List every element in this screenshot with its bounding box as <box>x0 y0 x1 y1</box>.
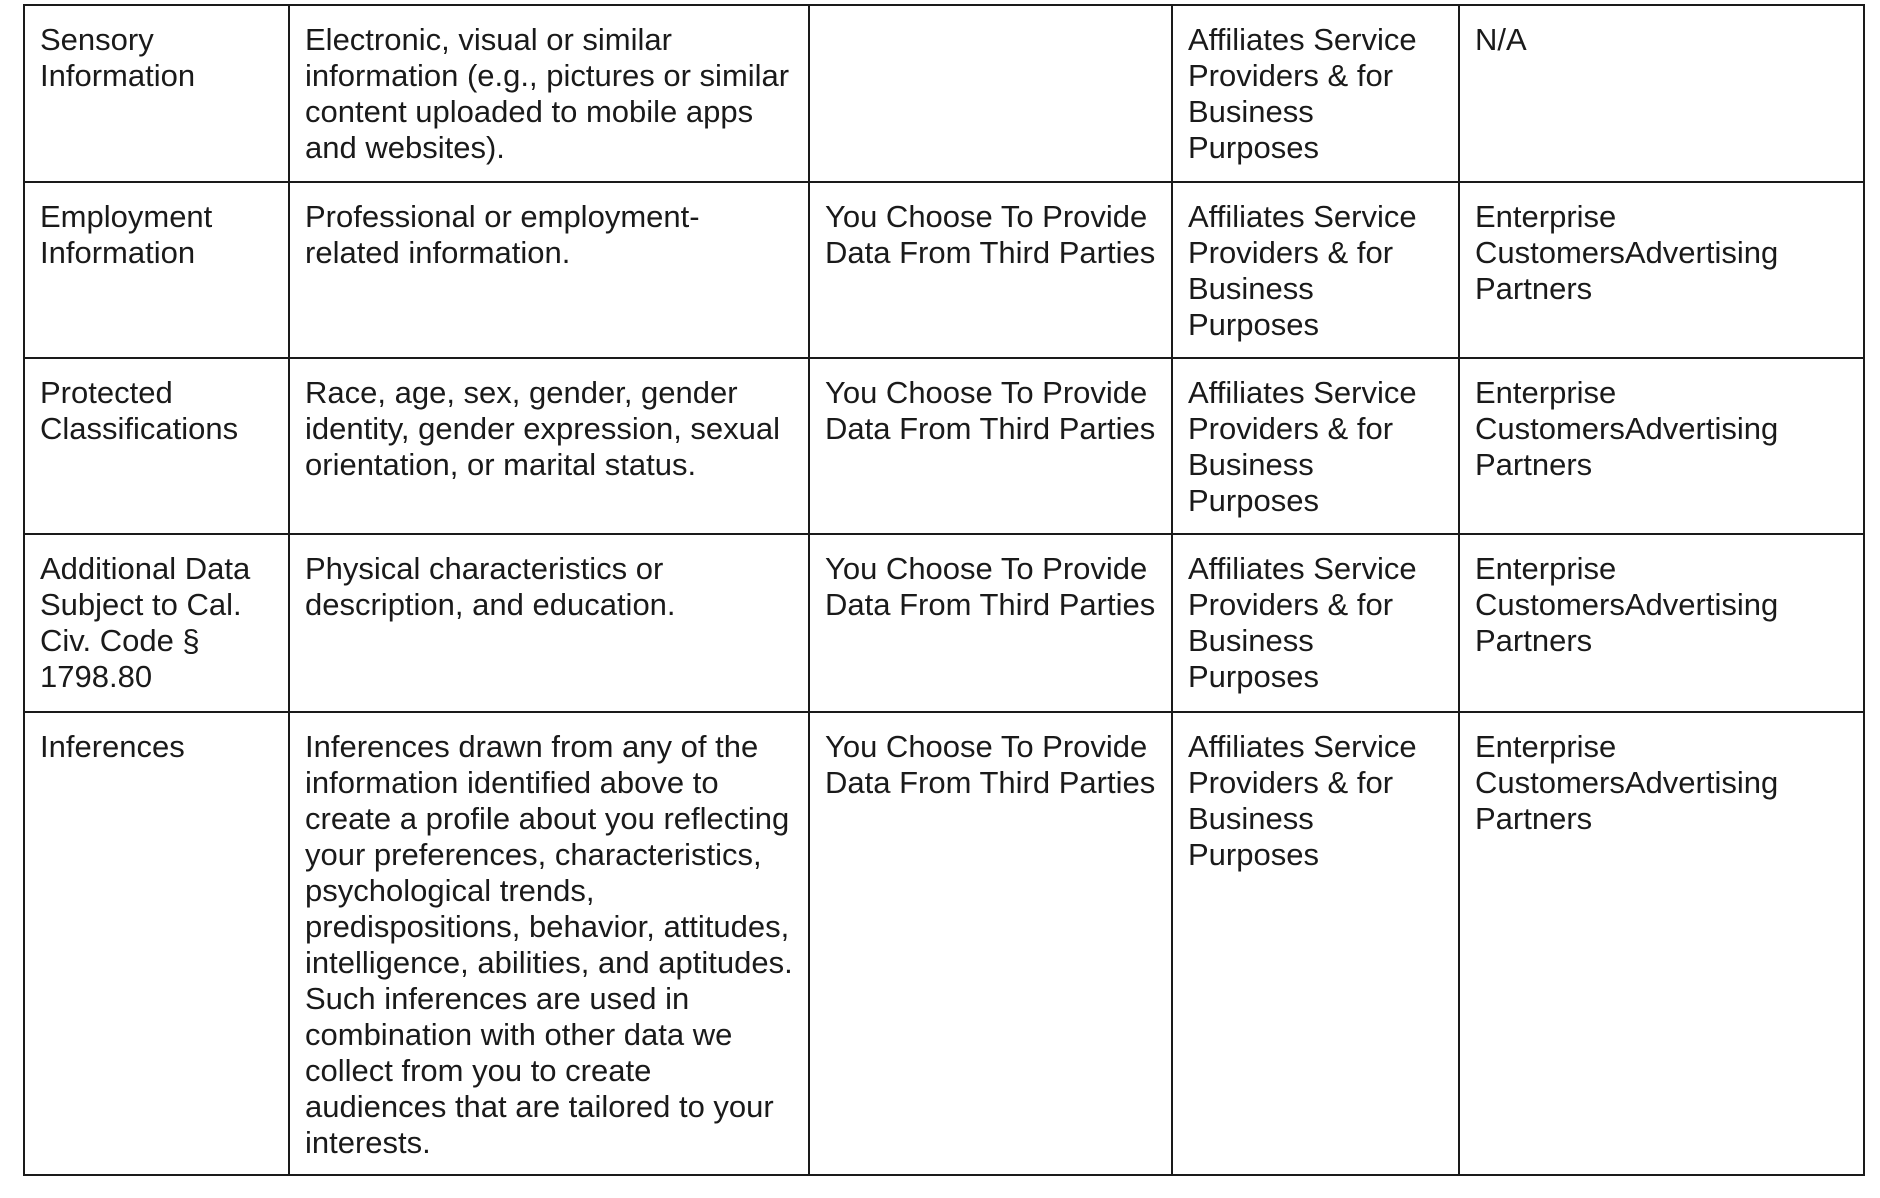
table-row <box>24 712 1864 1175</box>
table-row <box>24 5 1864 182</box>
sources-text: You Choose To Provide Data From Third Parties <box>825 199 1156 270</box>
examples-text: Professional or employment-related information. <box>305 199 700 270</box>
category-text: Protected Classifications <box>40 375 239 446</box>
examples-text: Physical characteristics or description, and education. <box>305 551 676 622</box>
category-text: Additional Data Subject to Cal. Civ. Code § 1798.80 <box>40 551 251 694</box>
table-row <box>24 182 1864 358</box>
category-cell <box>24 534 289 712</box>
sources-cell <box>809 358 1172 534</box>
category-cell <box>24 358 289 534</box>
sold-shared-cell <box>1459 534 1864 712</box>
sold-shared-text: Enterprise CustomersAdvertising Partners <box>1475 199 1779 306</box>
sold-shared-cell <box>1459 358 1864 534</box>
disclosed-text: Affiliates Service Providers & for Business Purposes <box>1188 729 1417 872</box>
examples-cell <box>289 712 809 1175</box>
disclosed-text: Affiliates Service Providers & for Business Purposes <box>1188 199 1417 342</box>
sold-shared-cell <box>1459 182 1864 358</box>
sources-text: You Choose To Provide Data From Third Parties <box>825 729 1156 800</box>
disclosed-cell <box>1172 712 1459 1175</box>
disclosed-text: Affiliates Service Providers & for Business Purposes <box>1188 551 1417 694</box>
sources-cell <box>809 712 1172 1175</box>
sold-shared-text: Enterprise CustomersAdvertising Partners <box>1475 375 1779 482</box>
disclosed-cell <box>1172 358 1459 534</box>
examples-text: Race, age, sex, gender, gender identity, gender expression, sexual orientation, or marital status. <box>305 375 781 482</box>
category-cell <box>24 182 289 358</box>
sources-cell <box>809 534 1172 712</box>
examples-text: Inferences drawn from any of the information identified above to create a profile about you reflecting your preferences, characteristics, psychological trends, predispositions, behavior, attitudes, intelligence, abilities, and aptitudes. Such inferences are used in combination with other data we collect from you to create audiences that are tailored to your interests. <box>305 729 793 1160</box>
disclosed-cell <box>1172 5 1459 182</box>
category-cell <box>24 5 289 182</box>
sources-text: You Choose To Provide Data From Third Parties <box>825 551 1156 622</box>
category-text: Sensory Information <box>40 22 196 93</box>
disclosed-cell <box>1172 534 1459 712</box>
sold-shared-text: Enterprise CustomersAdvertising Partners <box>1475 551 1779 658</box>
examples-cell <box>289 358 809 534</box>
category-text: Employment Information <box>40 199 213 270</box>
examples-cell <box>289 534 809 712</box>
sold-shared-text: N/A <box>1475 22 1527 57</box>
table-row <box>24 358 1864 534</box>
sold-shared-text: Enterprise CustomersAdvertising Partners <box>1475 729 1779 836</box>
category-text: Inferences <box>40 729 185 764</box>
data-categories-table <box>23 4 1865 1176</box>
sold-shared-cell <box>1459 5 1864 182</box>
examples-text: Electronic, visual or similar information (e.g., pictures or similar content uploaded to mobile apps and websites). <box>305 22 790 165</box>
examples-cell <box>289 182 809 358</box>
sources-text: You Choose To Provide Data From Third Parties <box>825 375 1156 446</box>
sources-cell <box>809 5 1172 182</box>
category-cell <box>24 712 289 1175</box>
table-row <box>24 534 1864 712</box>
sold-shared-cell <box>1459 712 1864 1175</box>
examples-cell <box>289 5 809 182</box>
sources-cell <box>809 182 1172 358</box>
disclosed-cell <box>1172 182 1459 358</box>
disclosed-text: Affiliates Service Providers & for Business Purposes <box>1188 22 1417 165</box>
disclosed-text: Affiliates Service Providers & for Business Purposes <box>1188 375 1417 518</box>
